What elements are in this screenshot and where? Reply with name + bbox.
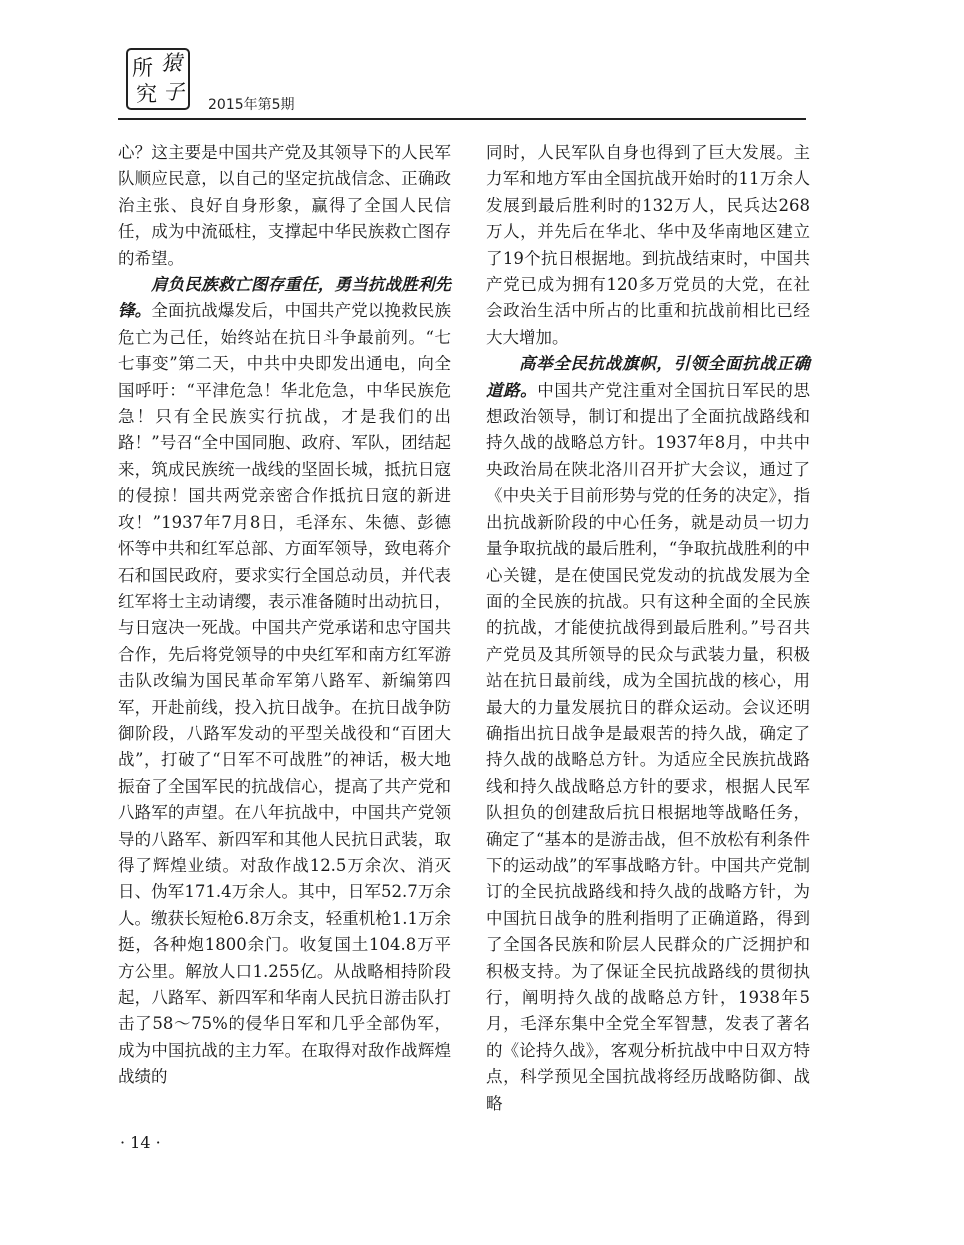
page-number: · 14 · <box>120 1133 161 1152</box>
header-rule <box>118 118 806 120</box>
right-column <box>486 140 810 1117</box>
right-paragraph-2-body: 中国共产党注重对全国抗日军民的思想政治领导，制订和提出了全面抗战路线和持久战的战略总方针。1937年8月，中共中央政治局在陕北洛川召开扩大会议，通过了《中央关于目前形势与党的任务的决定》，指出抗战新阶段的中心任务，就是动员一切力量争取抗战的最后胜利，“争取抗战胜利的中心关键，是在使国民党发动的抗战发展为全面的全民族的抗战。只有这种全面的全民族的抗战，才能使抗战得到最后胜利。”号召共产党员及其所领导的民众与武装力量，积极站在抗日最前线，成为全国抗战的核心，用最大的力量发展抗日的群众运动。会议还明确指出抗日战争是最艰苦的持久战，确定了持久战的战略总方针。为适应全民族抗战路线和持久战战略总方针的要求，根据人民军队担负的创建敌后抗日根据地等战略任务，确定了“基本的是游击战，但不放松有利条件下的运动战”的军事战略方针。中国共产党制订的全民抗战路线和持久战的战略方针，为中国抗日战争的胜利指明了正确道路，得到了全国各民族和阶层人民群众的广泛拥护和积极支持。为了保证全民抗战路线的贯彻执行，阐明持久战的战略总方针，1938年5月，毛泽东集中全党全军智慧，发表了著名的《论持久战》，客观分析抗战中中日双方特点，科学预见全国抗战将经历战略防御、战略 <box>486 380 810 1113</box>
right-paragraph-2 <box>486 351 810 1117</box>
right-paragraph-1: 同时，人民军队自身也得到了巨大发展。主力军和地方军由全国抗战开始时的11万余人发展到最后胜利时的132万人，民兵达268万人，并先后在华北、华中及华南地区建立了19个抗日根据地。到抗战结束时，中国共产党已成为拥有120多万党员的大党，在社会政治生活中所占的比重和抗战前相比已经大大增加。 <box>486 143 810 347</box>
page-header <box>118 38 806 118</box>
journal-logo <box>126 48 190 110</box>
logo-char-2: 猿 <box>161 51 182 75</box>
logo-char-3: 究 <box>136 82 157 106</box>
left-column <box>118 140 451 1091</box>
section-lead-2: 高举全民抗战旗帜，引领全面抗战正确道路。 <box>486 354 810 400</box>
left-paragraph-2-body: 全面抗战爆发后，中国共产党以挽救民族危亡为己任，始终站在抗日斗争最前列。“七七事变”第二天，中共中央即发出通电，向全国呼吁：“平津危急！华北危急，中华民族危急！只有全民族实行抗战，才是我们的出路！”号召“全中国同胞、政府、军队，团结起来，筑成民族统一战线的坚固长城，抵抗日寇的侵掠！国共两党亲密合作抵抗日寇的新进攻！”1937年7月8日，毛泽东、朱德、彭德怀等中共和红军总部、方面军领导，致电蒋介石和国民政府，要求实行全国总动员，并代表红军将士主动请缨，表示准备随时出动抗日，与日寇决一死战。中国共产党承诺和忠守国共合作，先后将党领导的中央红军和南方红军游击队改编为国民革命军第八路军、新编第四军，开赴前线，投入抗日战争。在抗日战争防御阶段，八路军发动的平型关战役和“百团大战”，打破了“日军不可战胜”的神话，极大地振奋了全国军民的抗战信心，提高了共产党和八路军的声望。在八年抗战中，中国共产党领导的八路军、新四军和其他人民抗日武装，取得了辉煌业绩。对敌作战12.5万余次、消灭日、伪军171.4万余人。其中，日军52.7万余人。缴获长短枪6.8万余支，轻重机枪1.1万余挺，各种炮1800余门。收复国土104.8万平方公里。解放人口1.255亿。从战略相持阶段起，八路军、新四军和华南人民抗日游击队打击了58～75%的侵华日军和几乎全部伪军，成为中国抗战的主力军。在取得对敌作战辉煌战绩的 <box>118 301 452 1087</box>
logo-char-1: 所 <box>132 56 153 80</box>
logo-char-4: 子 <box>163 80 184 104</box>
left-paragraph-2 <box>118 272 451 1091</box>
section-lead-1: 肩负民族救亡图存重任，勇当抗战胜利先锋。 <box>118 275 451 321</box>
issue-label: 2015年第5期 <box>208 97 295 113</box>
left-paragraph-1: 心？这主要是中国共产党及其领导下的人民军队顺应民意，以自己的坚定抗战信念、正确政治主张、良好自身形象，赢得了全国人民信任，成为中流砥柱，支撑起中华民族救亡图存的希望。 <box>118 143 451 268</box>
